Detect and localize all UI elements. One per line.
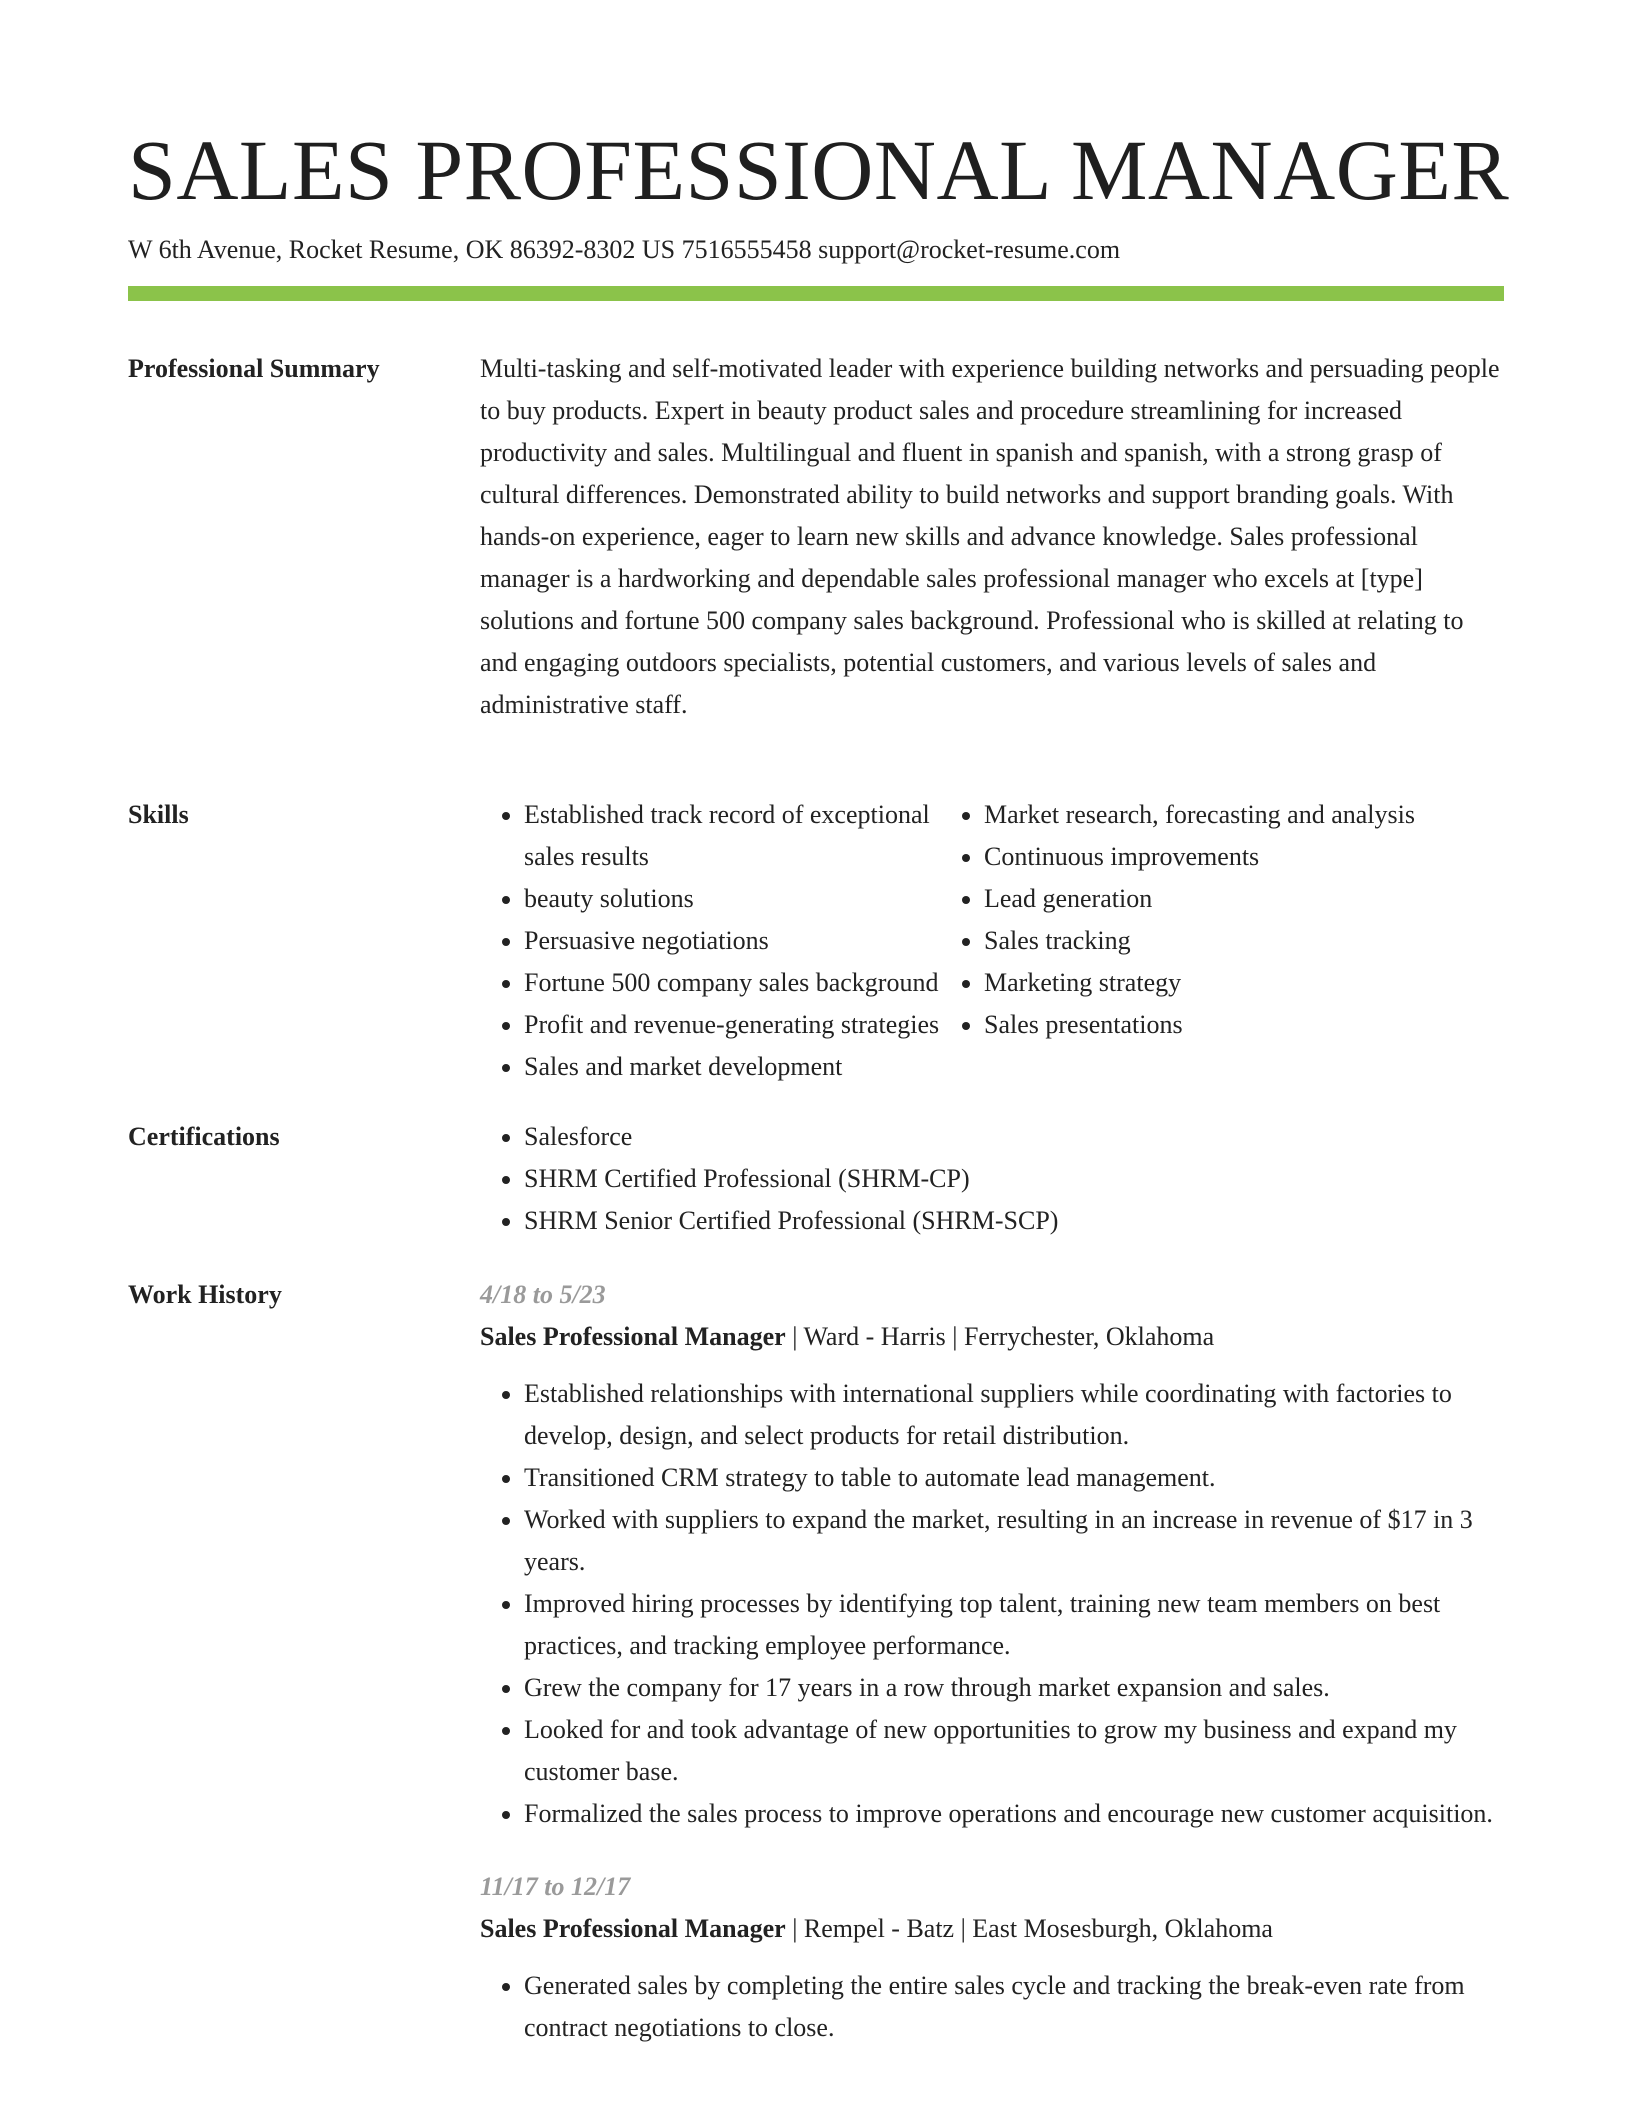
skills-list-left: [480, 794, 940, 1088]
job-bullet: • Looked for and took advantage of new opportunities to grow my business and expand my customer base.: [524, 1709, 1504, 1793]
job-entry: [480, 1274, 1504, 1835]
skills-label: Skills: [128, 800, 189, 829]
job-bullet: • Transitioned CRM strategy to table to automate lead management.: [524, 1457, 1504, 1499]
skill-item: • Sales and market development: [524, 1046, 940, 1088]
skills-list-right: [940, 794, 1460, 1046]
job-bullets: [480, 1965, 1504, 2049]
job-bullet: • Worked with suppliers to expand the market, resulting in an increase in revenue of $17 in 3 years.: [524, 1499, 1504, 1583]
skill-item: • Profit and revenue-generating strategies: [524, 1004, 940, 1046]
job-heading: [480, 1908, 1504, 1950]
job-bullet: • Grew the company for 17 years in a row through market expansion and sales.: [524, 1667, 1504, 1709]
job-employer-location: | Rempel - Batz | East Mosesburgh, Oklahoma: [785, 1914, 1273, 1943]
skills-column-left: [480, 794, 940, 1088]
certifications-label: Certifications: [128, 1122, 280, 1151]
job-bullet: • Established relationships with international suppliers while coordinating with factories to develop, design, and select products for retail distribution.: [524, 1373, 1504, 1457]
header-divider: [128, 286, 1504, 301]
certification-item: • SHRM Certified Professional (SHRM-CP): [524, 1158, 1504, 1200]
certifications-body: [480, 1116, 1504, 1242]
skill-item: • Persuasive negotiations: [524, 920, 940, 962]
summary-body: [480, 348, 1504, 726]
skill-item: • Established track record of exceptional sales results: [524, 794, 940, 878]
job-title: Sales Professional Manager: [480, 1322, 786, 1351]
job-bullet: • Generated sales by completing the entire sales cycle and tracking the break-even rate from contract negotiations to close.: [524, 1965, 1504, 2049]
job-employer-location: | Ward - Harris | Ferrychester, Oklahoma: [785, 1322, 1215, 1351]
summary-label: Professional Summary: [128, 354, 380, 383]
skills-column-right: [940, 794, 1460, 1088]
job-entry: [480, 1866, 1504, 2049]
skills-body: [480, 794, 1504, 1088]
job-heading: [480, 1316, 1504, 1358]
skill-item: • Lead generation: [984, 878, 1460, 920]
job-dates: 4/18 to 5/23: [480, 1280, 606, 1309]
skill-item: • Sales tracking: [984, 920, 1460, 962]
job-bullets: [480, 1373, 1504, 1835]
skill-item: • Market research, forecasting and analysis: [984, 794, 1460, 836]
certifications-list: [480, 1116, 1504, 1242]
skill-item: • Marketing strategy: [984, 962, 1460, 1004]
contact-info: W 6th Avenue, Rocket Resume, OK 86392-8302 US 7516555458 support@rocket-resume.com: [128, 235, 1121, 264]
skill-item: • Sales presentations: [984, 1004, 1460, 1046]
job-dates: 11/17 to 12/17: [480, 1872, 631, 1901]
summary-text: Multi-tasking and self-motivated leader with experience building networks and persuading people to buy products. Expert in beauty product sales and procedure streamlining for increased productivity and sales. Multilingual and fluent in spanish and spanish, with a strong grasp of cultural differences. Demonstrated ability to build networks and support branding goals. With hands-on experience, eager to learn new skills and advance knowledge. Sales professional manager is a hardworking and dependable sales professional manager who excels at [type] solutions and fortune 500 company sales background. Professional who is skilled at relating to and engaging outdoors specialists, potential customers, and various levels of sales and administrative staff.: [480, 354, 1500, 719]
job-bullet: • Formalized the sales process to improve operations and encourage new customer acquisition.: [524, 1793, 1504, 1835]
skill-item: • Fortune 500 company sales background: [524, 962, 940, 1004]
work-history-label: Work History: [128, 1280, 282, 1309]
work-history-body: [480, 1274, 1504, 2049]
certification-item: • SHRM Senior Certified Professional (SHRM-SCP): [524, 1200, 1504, 1242]
certification-item: • Salesforce: [524, 1116, 1504, 1158]
job-bullet: • Improved hiring processes by identifying top talent, training new team members on best practices, and tracking employee performance.: [524, 1583, 1504, 1667]
candidate-name: SALES PROFESSIONAL MANAGER: [128, 122, 1510, 218]
skill-item: • beauty solutions: [524, 878, 940, 920]
job-title: Sales Professional Manager: [480, 1914, 786, 1943]
skill-item: • Continuous improvements: [984, 836, 1460, 878]
